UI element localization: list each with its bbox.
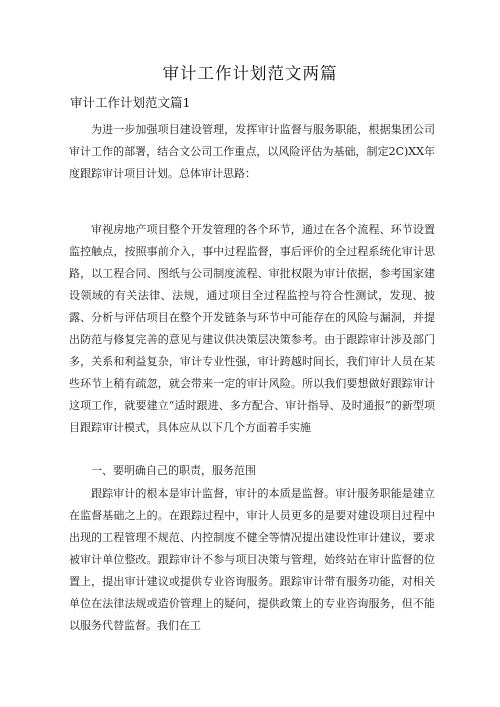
document-title: 审计工作计划范文两篇 bbox=[162, 64, 338, 83]
section-heading-1: 一、要明确自己的职责，服务范围 bbox=[91, 464, 256, 477]
document-subtitle: 审计工作计划范文篇1 bbox=[70, 95, 191, 110]
paragraph-responsibility: 跟踪审计的根本是审计监督，审计的本质是监督。审计服务职能是建立在监督基础之上的。在跟踪过程中，审计人员更多的是要对建设项目过程中出现的工程管理不规范、内控制度不健全等情况提出建设性审计建议，要求被审计单位整改。跟踪审计不参与项目决策与管理，始终站在审计监督的位置上，提出审计建议或提供专业咨询服务。跟踪审计带有服务功能，对相关单位在法律法规或造价管理上的疑问，提供政策上的专业咨询服务，但不能以服务代替监督。我们在工 bbox=[69, 487, 435, 632]
paragraph-intro: 为进一步加强项目建设管理，发挥审计监督与服务职能，根据集团公司审计工作的部署，结合文公司工作重点，以风险评估为基础，制定2C)XX年度跟踪审计项目计划。总体审计思路： bbox=[69, 123, 435, 180]
paragraph-approach: 审视房地产项目整个开发管理的各个环节，通过在各个流程、环节设置监控触点，按照事前介入，事中过程监督，事后评价的全过程系统化审计思路，以工程合同、图纸与公司制度流程、审批权限为审计依据，参考国家建设领域的有关法律、法规，通过项目全过程监控与符合性测试，发现、披露、分析与评估项目在整个开发链条与环节中可能存在的风险与漏洞，并提出防范与修复完善的意见与建议供决策层决策参考。由于跟踪审计涉及部门多，关系和利益复杂，审计专业性强，审计跨越时间长，我们审计人员在某些环节上稍有疏忽，就会带来一定的审计风险。所以我们要想做好跟踪审计这项工作，就要建立“适时跟进、多方配合、审计指导、及时通报”的新型项目跟踪审计模式，具体应从以下几个方面着手实施 bbox=[69, 223, 435, 434]
